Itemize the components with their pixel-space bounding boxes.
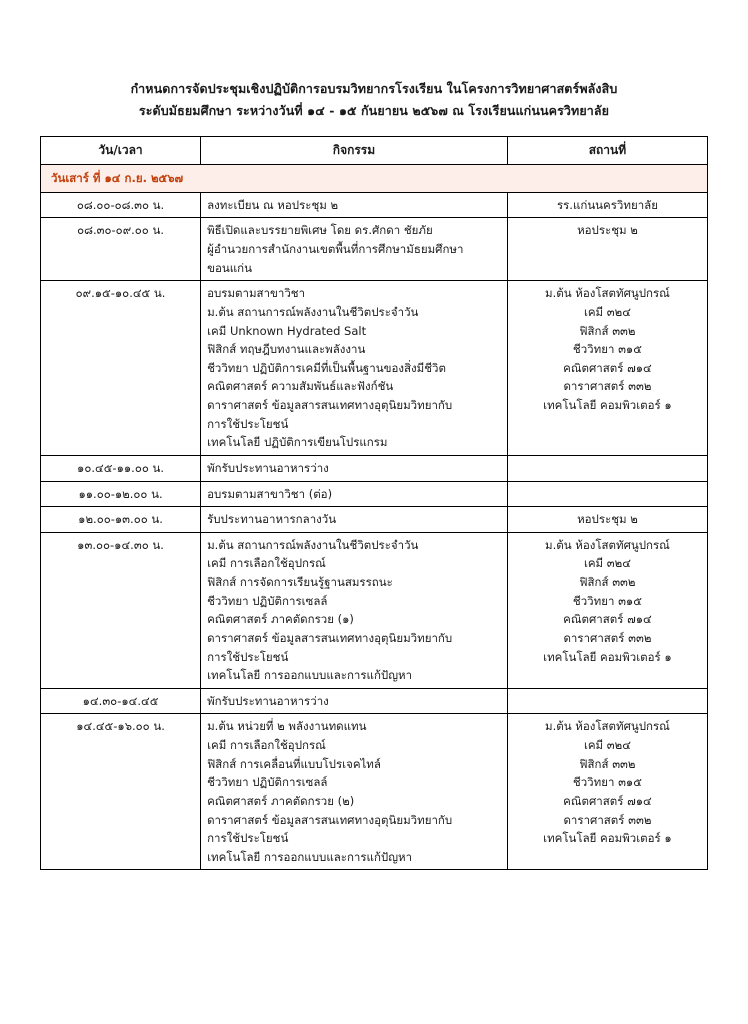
- cell-place: [507, 281, 707, 456]
- cell-place: [507, 507, 707, 533]
- activity-line: ฟิสิกส์ การเคลื่อนที่แบบโปรเจคไทล์: [207, 756, 381, 771]
- activity-line: ขอนแก่น: [207, 260, 252, 275]
- place-line: [514, 459, 701, 471]
- table-header: [41, 136, 708, 164]
- cell-activity: [201, 455, 508, 481]
- place-line: เทคโนโลยี คอมพิวเตอร์ ๑: [543, 649, 672, 664]
- place-line: ชีววิทยา ๓๑๕: [572, 342, 642, 357]
- place-line: เทคโนโลยี คอมพิวเตอร์ ๑: [543, 398, 672, 413]
- cell-activity: [201, 192, 508, 218]
- day-banner-row: [41, 165, 708, 193]
- place-line: ม.ต้น ห้องโสตทัศนูปกรณ์: [545, 286, 670, 301]
- cell-time: ๑๒.๐๐-๑๓.๐๐ น.: [41, 507, 201, 533]
- table-row: [41, 218, 708, 281]
- cell-activity: [201, 481, 508, 507]
- activity-line: พักรับประทานอาหารว่าง: [207, 460, 329, 475]
- cell-time: ๑๐.๔๕-๑๑.๐๐ น.: [41, 455, 201, 481]
- activity-line: ม.ต้น สถานการณ์พลังงานในชีวิตประจำวัน: [207, 304, 419, 319]
- activity-line: เทคโนโลยี การออกแบบและการแก้ปัญหา: [207, 849, 413, 864]
- activity-line: ม.ต้น หน่วยที่ ๒ พลังงานทดแทน: [207, 719, 367, 734]
- cell-time: ๐๙.๑๕-๑๐.๔๕ น.: [41, 281, 201, 456]
- activity-line: เคมี การเลือกใช้อุปกรณ์: [207, 738, 326, 753]
- cell-activity: [201, 532, 508, 688]
- activity-line: ดาราศาสตร์ ข้อมูลสารสนเทศทางอุตุนิยมวิทยากับ: [207, 630, 453, 645]
- place-line: รร.แก่นนครวิทยาลัย: [556, 197, 658, 212]
- cell-activity: [201, 507, 508, 533]
- page-title-line-1: กำหนดการจัดประชุมเชิงปฏิบัติการอบรมวิทยากรโรงเรียน ในโครงการวิทยาศาสตร์พลังสิบ: [130, 81, 618, 96]
- place-line: คณิตศาสตร์ ๗๑๔: [563, 612, 652, 627]
- cell-time: ๐๘.๓๐-๐๙.๐๐ น.: [41, 218, 201, 281]
- place-line: ฟิสิกส์ ๓๓๒: [579, 575, 636, 590]
- place-line: [514, 485, 701, 497]
- activity-line: การใช้ประโยชน์: [207, 831, 289, 846]
- place-line: หอประชุม ๒: [577, 223, 638, 238]
- cell-time: ๑๓.๐๐-๑๔.๓๐ น.: [41, 532, 201, 688]
- cell-time: ๑๔.๓๐-๑๔.๔๕: [41, 688, 201, 714]
- activity-line: ดาราศาสตร์ ข้อมูลสารสนเทศทางอุตุนิยมวิทยากับ: [207, 398, 453, 413]
- page-title-line-2: ระดับมัธยมศึกษา ระหว่างวันที่ ๑๔ - ๑๕ กันยายน ๒๕๖๗ ณ โรงเรียนแก่นนครวิทยาลัย: [138, 102, 610, 118]
- place-line: เคมี ๓๒๔: [583, 304, 631, 319]
- activity-line: ชีววิทยา ปฏิบัติการเซลล์: [207, 593, 328, 608]
- place-line: ชีววิทยา ๓๑๕: [572, 775, 642, 790]
- cell-time: ๑๔.๔๕-๑๖.๐๐ น.: [41, 714, 201, 870]
- activity-line: พิธีเปิดและบรรยายพิเศษ โดย ดร.ศักดา ชัยภัย: [207, 223, 433, 238]
- day-banner-label: วันเสาร์ ที่ ๑๔ ก.ย. ๒๕๖๗: [41, 165, 708, 193]
- place-line: เคมี ๓๒๔: [583, 556, 631, 571]
- activity-line: การใช้ประโยชน์: [207, 649, 289, 664]
- cell-activity: [201, 688, 508, 714]
- cell-place: [507, 688, 707, 714]
- activity-line: เคมี Unknown Hydrated Salt: [207, 323, 367, 338]
- cell-activity: [201, 281, 508, 456]
- activity-line: พักรับประทานอาหารว่าง: [207, 693, 329, 708]
- cell-activity: [201, 218, 508, 281]
- activity-line: เคมี การเลือกใช้อุปกรณ์: [207, 556, 326, 571]
- place-line: คณิตศาสตร์ ๗๑๔: [563, 360, 652, 375]
- cell-place: [507, 714, 707, 870]
- table-row: [41, 688, 708, 714]
- place-line: ฟิสิกส์ ๓๓๒: [579, 756, 636, 771]
- activity-line: ฟิสิกส์ ทฤษฎีบทงานและพลังงาน: [207, 342, 366, 357]
- activity-line: รับประทานอาหารกลางวัน: [207, 512, 337, 527]
- place-line: คณิตศาสตร์ ๗๑๔: [563, 793, 652, 808]
- cell-time: ๐๘.๐๐-๐๘.๓๐ น.: [41, 192, 201, 218]
- place-line: เคมี ๓๒๔: [583, 738, 631, 753]
- table-row: [41, 281, 708, 456]
- column-header-place: สถานที่: [507, 136, 707, 164]
- cell-time: ๑๑.๐๐-๑๒.๐๐ น.: [41, 481, 201, 507]
- cell-place: [507, 192, 707, 218]
- activity-line: คณิตศาสตร์ ภาคตัดกรวย (๒): [207, 793, 355, 808]
- activity-line: เทคโนโลยี การออกแบบและการแก้ปัญหา: [207, 668, 413, 683]
- column-header-activity: กิจกรรม: [201, 136, 508, 164]
- activity-line: เทคโนโลยี ปฏิบัติการเขียนโปรแกรม: [207, 435, 388, 450]
- page-title: [40, 78, 708, 122]
- activity-line: คณิตศาสตร์ ความสัมพันธ์และฟังก์ชัน: [207, 379, 394, 394]
- header-row: [41, 136, 708, 164]
- column-header-time: วัน/เวลา: [41, 136, 201, 164]
- activity-line: ดาราศาสตร์ ข้อมูลสารสนเทศทางอุตุนิยมวิทยากับ: [207, 812, 453, 827]
- table-row: [41, 192, 708, 218]
- place-line: ดาราศาสตร์ ๓๓๒: [563, 379, 652, 394]
- activity-line: ฟิสิกส์ การจัดการเรียนรู้ฐานสมรรถนะ: [207, 575, 393, 590]
- table-body: [41, 165, 708, 870]
- place-line: หอประชุม ๒: [577, 512, 638, 527]
- cell-place: [507, 455, 707, 481]
- activity-line: ชีววิทยา ปฏิบัติการเซลล์: [207, 775, 328, 790]
- table-row: [41, 455, 708, 481]
- place-line: ชีววิทยา ๓๑๕: [572, 593, 642, 608]
- activity-line: ผู้อำนวยการสำนักงานเขตพื้นที่การศึกษามัธยมศึกษา: [207, 242, 464, 257]
- place-line: ม.ต้น ห้องโสตทัศนูปกรณ์: [545, 537, 670, 552]
- table-row: [41, 481, 708, 507]
- place-line: [514, 692, 701, 704]
- activity-line: ลงทะเบียน ณ หอประชุม ๒: [207, 197, 339, 212]
- place-line: ม.ต้น ห้องโสตทัศนูปกรณ์: [545, 719, 670, 734]
- place-line: ดาราศาสตร์ ๓๓๒: [563, 812, 652, 827]
- activity-line: อบรมตามสาขาวิชา: [207, 286, 306, 301]
- activity-line: ชีววิทยา ปฏิบัติการเคมีที่เป็นพื้นฐานของสิ่งมีชีวิต: [207, 360, 446, 375]
- table-row: [41, 507, 708, 533]
- table-row: [41, 532, 708, 688]
- cell-place: [507, 218, 707, 281]
- cell-place: [507, 532, 707, 688]
- activity-line: คณิตศาสตร์ ภาคตัดกรวย (๑): [207, 612, 354, 627]
- cell-place: [507, 481, 707, 507]
- schedule-table: [40, 136, 708, 871]
- place-line: ดาราศาสตร์ ๓๓๒: [563, 630, 652, 645]
- cell-activity: [201, 714, 508, 870]
- table-row: [41, 714, 708, 870]
- activity-line: อบรมตามสาขาวิชา (ต่อ): [207, 486, 333, 501]
- activity-line: การใช้ประโยชน์: [207, 416, 289, 431]
- place-line: ฟิสิกส์ ๓๓๒: [579, 323, 636, 338]
- activity-line: ม.ต้น สถานการณ์พลังงานในชีวิตประจำวัน: [207, 537, 419, 552]
- place-line: เทคโนโลยี คอมพิวเตอร์ ๑: [543, 831, 672, 846]
